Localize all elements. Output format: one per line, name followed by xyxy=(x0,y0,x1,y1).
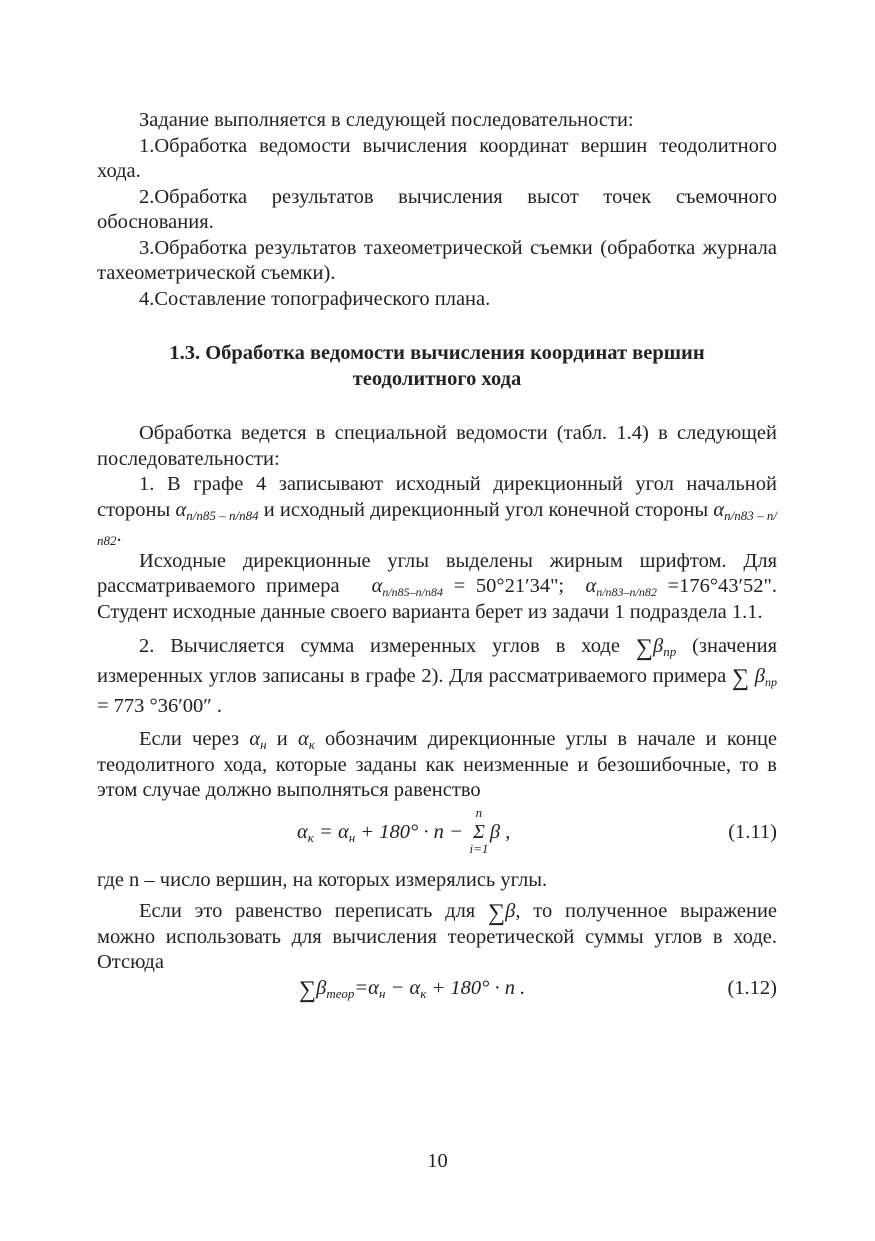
intro-item-1: 1.Обработка ведомости вычисления координат вершин теодолитного хода. xyxy=(97,134,777,182)
paragraph-2-text-a: 1. В графе 4 записывают исходный дирекционный угол начальной стороны xyxy=(97,473,777,521)
paragraph-7 xyxy=(97,899,777,976)
formula-alpha-value-2: $\alpha_{п/п83-п/п82}$ xyxy=(585,575,657,599)
paragraph-3-text-b: Студент исходные данные своего варианта берет из задачи 1 подраздела 1.1. xyxy=(97,600,763,623)
paragraph-2: 1. В графе 4 записывают исходный дирекционный угол начальной стороны $\alpha_{п/п85 - п/п84}$ и исходный дирекционный угол конечной стороны $\alpha_{п/п83 - п/п82}$. xyxy=(97,473,777,548)
paragraph-3 xyxy=(97,549,777,626)
paragraph-3-value-2: =176°43′52". xyxy=(667,575,778,597)
paragraph-5 xyxy=(97,727,777,804)
formula-alpha-start: $\alpha_{п/п85 - п/п84}$ xyxy=(175,498,259,523)
paragraph-7-text-a: Если это равенство переписать для xyxy=(139,900,476,922)
formula-alpha-k: $\alpha_к$ xyxy=(297,728,315,752)
intro-lead: Задание выполняется в следующей последовательности: xyxy=(139,109,634,131)
paragraph-3-value-1: = 50°21′34"; xyxy=(453,575,565,597)
paragraph-2-text-b: и исходный дирекционный угол конечной стороны xyxy=(263,498,709,521)
paragraph-4 xyxy=(97,631,777,721)
paragraph-4-value: = 773 °36′00″ . xyxy=(97,695,223,717)
equation-1-11 xyxy=(97,806,777,864)
paragraph-3-text-a: Исходные дирекционные углы выделены жирным шрифтом. Для рассматриваемого примера xyxy=(97,549,777,597)
formula-sum-beta-pr-2: ∑ $\beta_{пр}$ xyxy=(731,665,777,691)
paragraph-4-text-a: 2. Вычисляется сумма измеренных углов в ходе xyxy=(139,635,620,657)
section-heading: 1.3. Обработка ведомости вычисления координат вершин теодолитного хода xyxy=(169,342,705,390)
paragraph-4-text-b: (значения измеренных углов записаны в графе 2). Для рассматриваемого примера xyxy=(97,635,778,687)
paragraph-6: где n – число вершин, на которых измерялись углы. xyxy=(97,868,548,891)
paragraph-7-text-b: , то полученное выражение можно использовать для вычисления теоретической суммы углов в ходе. Отсюда xyxy=(97,900,778,973)
page-content xyxy=(97,108,777,1012)
formula-alpha-n: $\alpha_н$ xyxy=(249,728,267,752)
formula-alpha-end: $\alpha_{п/п83 - п/п82}$ xyxy=(97,498,777,548)
intro-item-4: 4.Составление топографического плана. xyxy=(139,287,491,310)
equation-1-12-formula: $\sum\beta_{теор}=\alpha_н - \alpha_к + 180^\circ \cdot n$ . xyxy=(299,976,526,1003)
equation-1-12-number: (1.12) xyxy=(727,976,777,999)
intro-item-2: 2.Обработка результатов вычисления высот точек съемочного обоснования. xyxy=(97,185,777,233)
equation-1-11-formula: $\alpha_к = \alpha_н + 180^\circ \cdot n$ − n Σ i=1 β , xyxy=(297,804,511,856)
formula-alpha-value-1: $\alpha_{п/п85-п/п84}$ xyxy=(371,575,444,599)
page-number: 10 xyxy=(427,1150,448,1172)
formula-sum-beta: ∑β xyxy=(488,900,516,926)
paragraph-5-text-b: и xyxy=(276,728,288,750)
formula-sum-beta-pr: $\sum\beta_{пр}$ xyxy=(635,635,677,661)
equation-1-11-number: (1.11) xyxy=(728,820,777,843)
equation-1-12 xyxy=(97,976,777,1012)
paragraph-5-text-a: Если через xyxy=(139,728,240,750)
paragraph-1: Обработка ведется в специальной ведомости (табл. 1.4) в следующей последовательности: xyxy=(97,422,777,470)
intro-item-3: 3.Обработка результатов тахеометрической съемки (обработка журнала тахеометрической съемки). xyxy=(97,236,777,284)
paragraph-5-text-c: обозначим дирекционные углы в начале и конце теодолитного хода, которые заданы как неизменные и безошибочные, то в этом случае должно выполняться равенство xyxy=(97,728,778,801)
